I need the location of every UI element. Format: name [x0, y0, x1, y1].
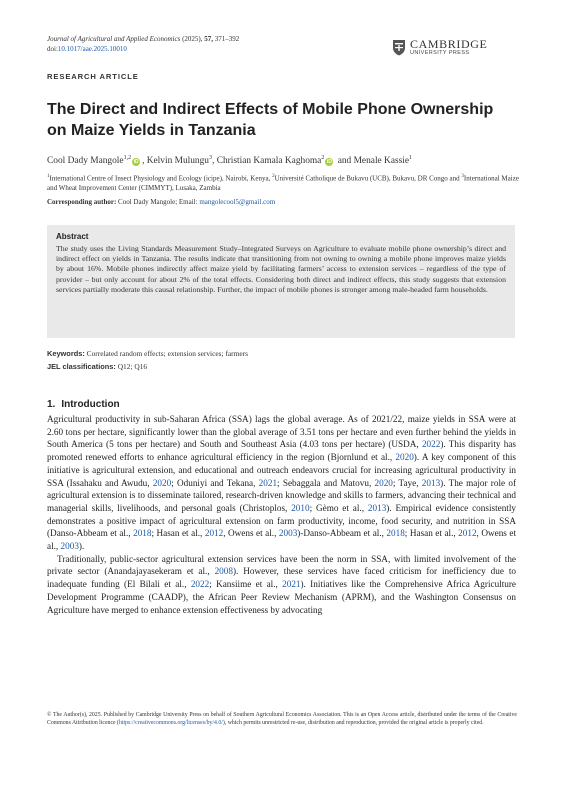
citation-link[interactable]: 2018	[386, 528, 405, 539]
abstract-box	[47, 225, 515, 338]
journal-pages: 371–392	[214, 35, 240, 43]
author-separator: and	[335, 156, 354, 167]
body-text-segment: )-Danso-Abbeam et al.,	[297, 528, 387, 539]
citation-link[interactable]: 2008	[214, 566, 233, 577]
section-heading	[47, 399, 120, 410]
license-footer	[47, 711, 517, 727]
journal-name: Journal of Agricultural and Applied Economics	[47, 35, 181, 43]
body-text-segment: ; Gèmo et al.,	[309, 502, 368, 513]
citation-link[interactable]: 2020	[395, 452, 414, 463]
publisher-name-block	[410, 38, 487, 57]
keywords	[47, 349, 517, 359]
body-text-segment: ; Sebaggala and Matovu,	[277, 477, 375, 488]
section-number: 1.	[47, 399, 56, 410]
body-text-segment: , Owens et al.,	[223, 528, 279, 539]
citation-link[interactable]: 2012	[204, 528, 224, 539]
corresponding-text: Cool Dady Mangole; Email:	[116, 198, 200, 206]
citation-link[interactable]: 2021	[258, 477, 278, 488]
publisher-name: CAMBRIDGE	[410, 36, 488, 51]
citation-link[interactable]: 2020	[152, 477, 172, 488]
abstract-heading: Abstract	[56, 232, 89, 241]
citation-link[interactable]: 2003	[278, 528, 298, 539]
body-text-segment: ).	[78, 541, 85, 552]
author-name: Kelvin Mulungu	[146, 156, 209, 167]
body-text-segment: ). The major role of agricultural extension is to disseminate tailored, research-driven knowledge and skills to farmers, advancing their technical and managerial skills, livelihoods, and personal goals (Christoplos,	[47, 477, 516, 513]
body-text-segment: Agricultural productivity in sub-Saharan Africa (SSA) lags the global average. As of 2021/22, maize yields in SSA were at 2.60 tons per hectare, significantly lower than the global average of 3.51 tons per hectare and even further behind the yields in South America (5 tons per hectare) and South and Southeast Asia (4.03 tons per hectare) (USDA,	[47, 414, 516, 450]
citation-link[interactable]: 2021	[282, 579, 301, 590]
author-list	[47, 152, 517, 167]
body-text-segment: ). Initiatives like the Comprehensive Africa Agriculture Development Programme (CAADP), the African Peer Review Mechanism (APRM), and the Washington Consensus on Agriculture have merged to enhance extension effectiveness by advocating	[47, 579, 517, 615]
jel-classifications	[47, 362, 517, 372]
article-type: RESEARCH ARTICLE	[47, 72, 139, 81]
author-affiliation-sup: 3	[209, 155, 212, 161]
body-text-segment: ). A key component of this initiative is agricultural extension, and educational and outreach endeavors crucial for increasing agricultural productivity in SSA (Issahaku and Awudu,	[47, 452, 516, 488]
affiliation-text: Université Catholique de Bukavu (UCB), Bukavu, DR Congo and	[274, 174, 462, 183]
author-affiliation-sup: 1,2	[123, 155, 132, 161]
orcid-icon[interactable]: iD	[326, 159, 332, 166]
body-paragraph	[47, 413, 516, 553]
publisher-sub: UNIVERSITY PRESS	[410, 49, 470, 56]
body-text-segment: ; Hasan et al.,	[404, 528, 459, 539]
journal-volume: 57,	[204, 35, 213, 43]
body-text	[47, 413, 516, 616]
author-affiliation-sup: 2	[321, 155, 325, 161]
author-separator: ,	[212, 156, 217, 167]
body-text-segment: Traditionally, public-sector agricultural extension services have been the norm in SSA, with limited involvement of the private sector (Anandajayasekeram et al.,	[47, 553, 516, 577]
affiliation-sup: 3	[461, 174, 464, 179]
body-text-segment: ; Oduniyi and Tekana,	[171, 477, 259, 488]
body-text-segment: , Owens et al.,	[47, 528, 516, 552]
body-text-segment: ; Taye,	[392, 477, 422, 488]
author-name: Christian Kamala Kaghoma	[216, 156, 322, 167]
author-name: Cool Dady Mangole	[47, 156, 124, 167]
journal-year: (2025),	[182, 35, 203, 43]
corresponding-email-link[interactable]: mangolecool5@gmail.com	[199, 198, 276, 206]
keywords-label: Keywords:	[47, 349, 85, 358]
affiliation-sup: 1	[47, 174, 50, 179]
affiliation-text: International Centre of Insect Physiology and Ecology (icipe), Nairobi, Kenya,	[49, 174, 273, 183]
author-affiliation-sup: 1	[409, 155, 413, 161]
author-separator: ,	[142, 156, 147, 167]
affiliation-text: International Maize and Wheat Improvement Center (CIMMYT), Lusaka, Zambia	[47, 174, 519, 193]
body-text-segment: ; Kansiime et al.,	[209, 579, 283, 590]
citation-link[interactable]: 2012	[458, 528, 477, 539]
doi-label: doi:	[47, 45, 58, 53]
article-title: The Direct and Indirect Effects of Mobile Phone Ownership on Maize Yields in Tanzania	[47, 101, 494, 139]
keywords-text: Correlated random effects; extension services; farmers	[84, 349, 249, 358]
affiliation-sup: 2	[272, 174, 275, 179]
body-text-segment: ). This disparity has promoted renewed efforts to enhance agricultural efficiency in the region (Bjornlund et al.,	[47, 439, 516, 463]
jel-text: Q12; Q16	[115, 362, 148, 371]
corresponding-label: Corresponding author:	[47, 198, 117, 206]
affiliations	[47, 172, 522, 193]
citation-link[interactable]: 2022	[421, 439, 441, 450]
corresponding-author	[47, 197, 517, 207]
citation-link[interactable]: 2020	[374, 477, 393, 488]
citation-link[interactable]: 2003	[60, 541, 79, 552]
citation-link[interactable]: 2018	[133, 528, 152, 539]
cambridge-shield-icon	[392, 39, 406, 56]
jel-label: JEL classifications:	[47, 362, 116, 371]
citation-link[interactable]: 2013	[367, 502, 387, 513]
citation-link[interactable]: 2022	[190, 579, 210, 590]
orcid-icon[interactable]: iD	[133, 159, 139, 166]
author-name: Menale Kassie	[353, 156, 410, 167]
publisher-logo[interactable]	[392, 36, 487, 58]
section-title: Introduction	[61, 399, 120, 410]
body-text-segment: ). However, these services have faced criticism for inefficiency due to inadequate funding (El Bilali et al.,	[47, 566, 516, 590]
citation-link[interactable]: 2010	[291, 502, 310, 513]
abstract-text: The study uses the Living Standards Measurement Study–Integrated Surveys on Agriculture to evaluate mobile phone ownership’s direct and indirect effect on yields in Tanzania. The results indicate that transitioning from not owning to owning a mobile phone improves maize yields by about 16%. Mobile phones indirectly affect maize yield by facilitating farmers’ access to extension services – regardless of the type of provider – but only account for about 2% of the total effects. Considering both direct and indirect effects, this study suggests that extension services partially moderate this causal relationship. Further, the impact of mobile phones is stronger among male-headed farm households.	[56, 244, 506, 294]
footer-text: ), which permits unrestricted re-use, distribution and reproduction, provided the original article is properly cited.	[222, 720, 484, 727]
body-text-segment: ; Hasan et al.,	[151, 528, 205, 539]
body-paragraph	[47, 553, 516, 617]
doi-link[interactable]: 10.1017/aae.2025.10010	[57, 45, 127, 53]
license-link[interactable]: https://creativecommons.org/licenses/by/4.0/	[118, 720, 223, 727]
footer-text: © The Author(s), 2025. Published by Cambridge University Press on behalf of Southern Agricultural Economics Association. This is an Open Access article, distributed under the terms of the Creative Commons Attribution licence (	[47, 712, 517, 727]
citation-link[interactable]: 2013	[421, 477, 441, 488]
body-text-segment: ). Empirical evidence consistently demonstrates a positive impact of agricultural extension on farm productivity, income, food security, and nutrition in SSA (Danso-Abbeam et al.,	[47, 502, 516, 539]
